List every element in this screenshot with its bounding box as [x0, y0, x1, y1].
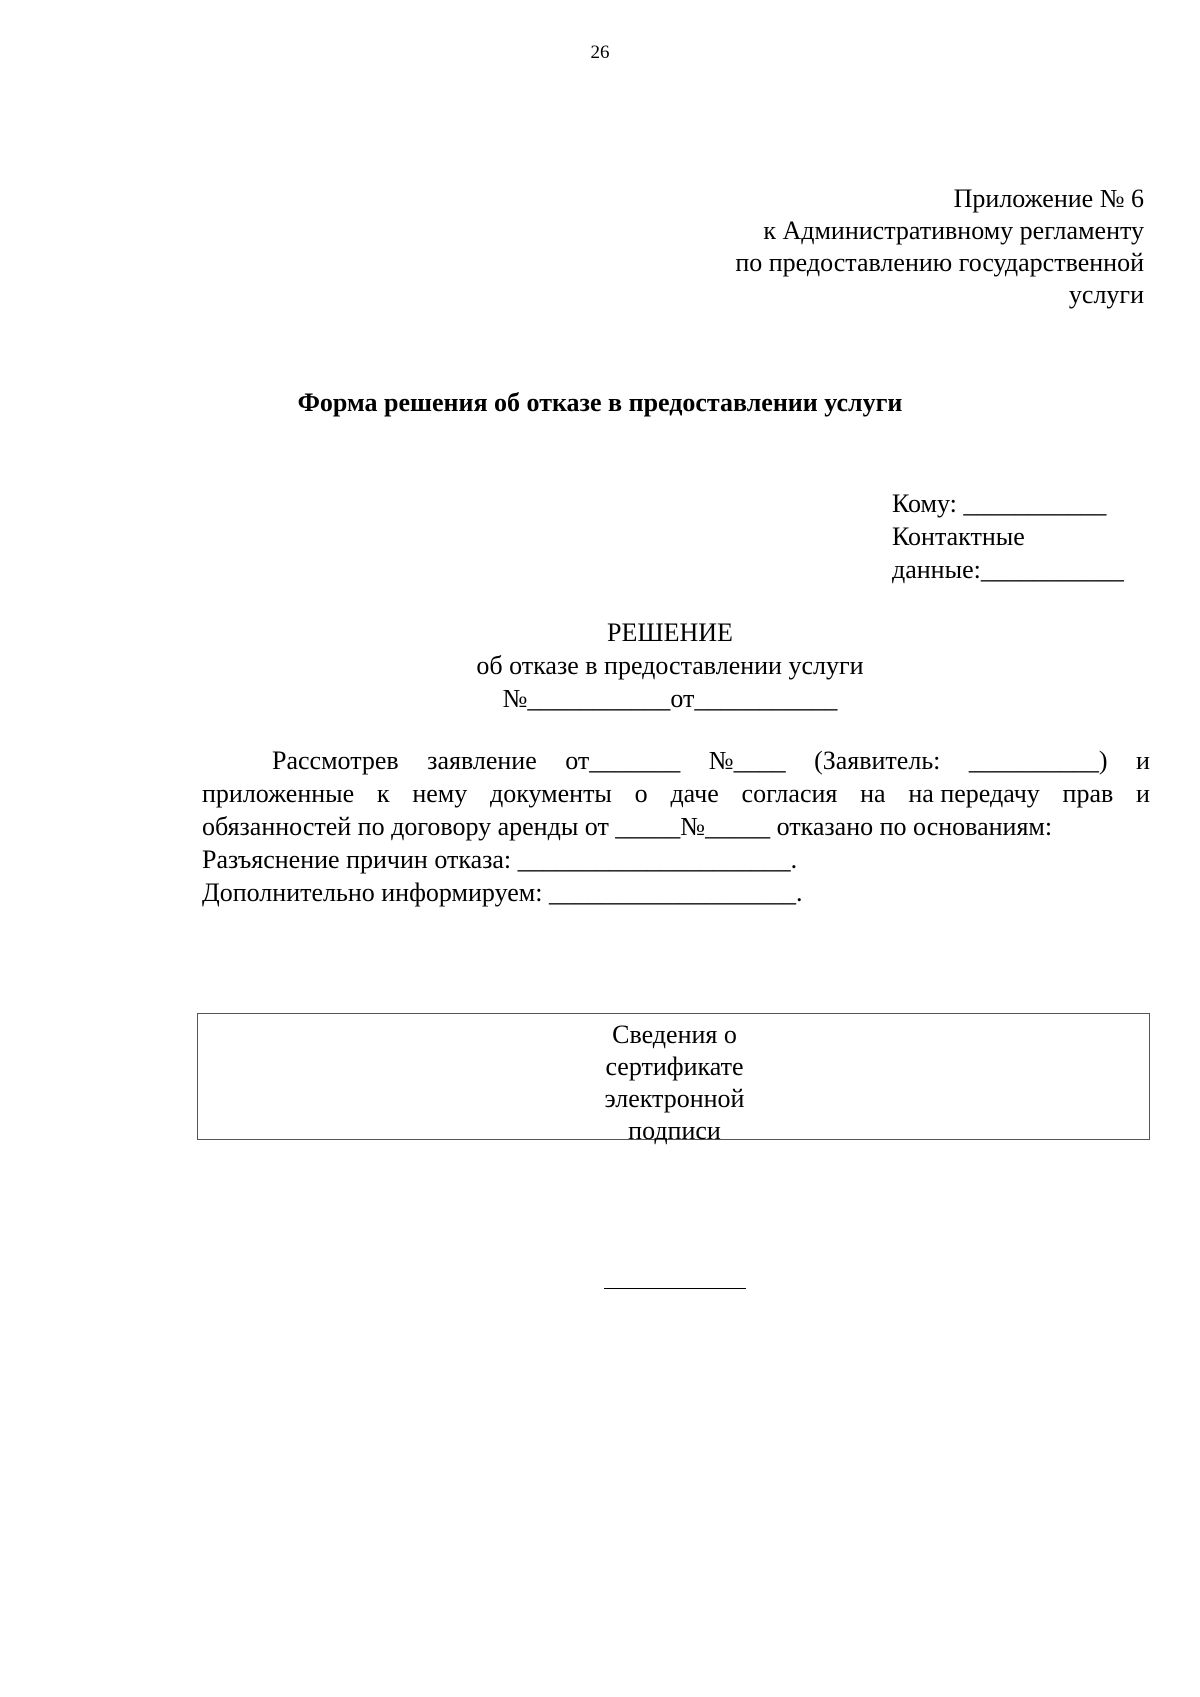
signature-box-line: Сведения о [612, 1020, 737, 1049]
body-word: Рассмотрев [272, 746, 399, 775]
footer-divider [604, 1288, 746, 1289]
form-title: Форма решения об отказе в предоставлении услуги [297, 388, 903, 417]
additional-info-line: Дополнительно информируем: ___________________. [202, 878, 803, 907]
appendix-number: Приложение № 6 [953, 184, 1144, 213]
body-word: заявление [427, 746, 537, 775]
refusal-explanation-line: Разъяснение причин отказа: _____________________. [202, 845, 798, 874]
appendix-reference-line: по предоставлению государственной [735, 248, 1144, 277]
body-word: прав [1062, 779, 1114, 808]
page-number: 26 [590, 42, 610, 63]
appendix-reference-line: к Административному регламенту [763, 216, 1144, 245]
decision-body [202, 744, 1150, 909]
body-word: нему [412, 779, 468, 808]
body-word: документы [490, 779, 612, 808]
recipient-contacts-label: Контактные [892, 522, 1025, 551]
body-word: на [860, 779, 886, 808]
signature-box-line: сертификате [605, 1052, 744, 1081]
appendix-reference-line: услуги [1068, 280, 1144, 309]
body-word: согласия [741, 779, 838, 808]
body-word: к [376, 779, 390, 808]
body-word: о [634, 779, 648, 808]
body-word: (Заявитель: [814, 746, 941, 775]
body-word: приложенные [202, 779, 355, 808]
decision-number-line: №___________от___________ [502, 684, 838, 713]
body-word: __________) [968, 746, 1108, 775]
body-line-1 [202, 744, 1150, 777]
signature-box-line: электронной [604, 1084, 745, 1113]
recipient-block [892, 487, 1124, 586]
body-line-3: обязанностей по договору аренды от _____№_____ отказано по основаниям: [202, 812, 1053, 841]
signature-box-text [198, 1019, 1151, 1147]
body-word: №____ [708, 746, 786, 775]
decision-title: РЕШЕНИЕ [607, 618, 733, 647]
electronic-signature-box [197, 1013, 1150, 1145]
decision-heading [0, 616, 1200, 715]
body-word: на передачу [908, 779, 1040, 808]
recipient-to-field: Кому: ___________ [892, 489, 1107, 518]
signature-box-line: подписи [628, 1116, 721, 1145]
appendix-header [735, 183, 1144, 311]
body-word: и [1136, 746, 1150, 775]
recipient-contacts-field: данные:___________ [892, 555, 1124, 584]
decision-subtitle: об отказе в предоставлении услуги [476, 651, 864, 680]
body-line-2 [202, 777, 1150, 810]
body-word: и [1136, 779, 1150, 808]
body-word: даче [670, 779, 719, 808]
body-word: от_______ [565, 746, 681, 775]
